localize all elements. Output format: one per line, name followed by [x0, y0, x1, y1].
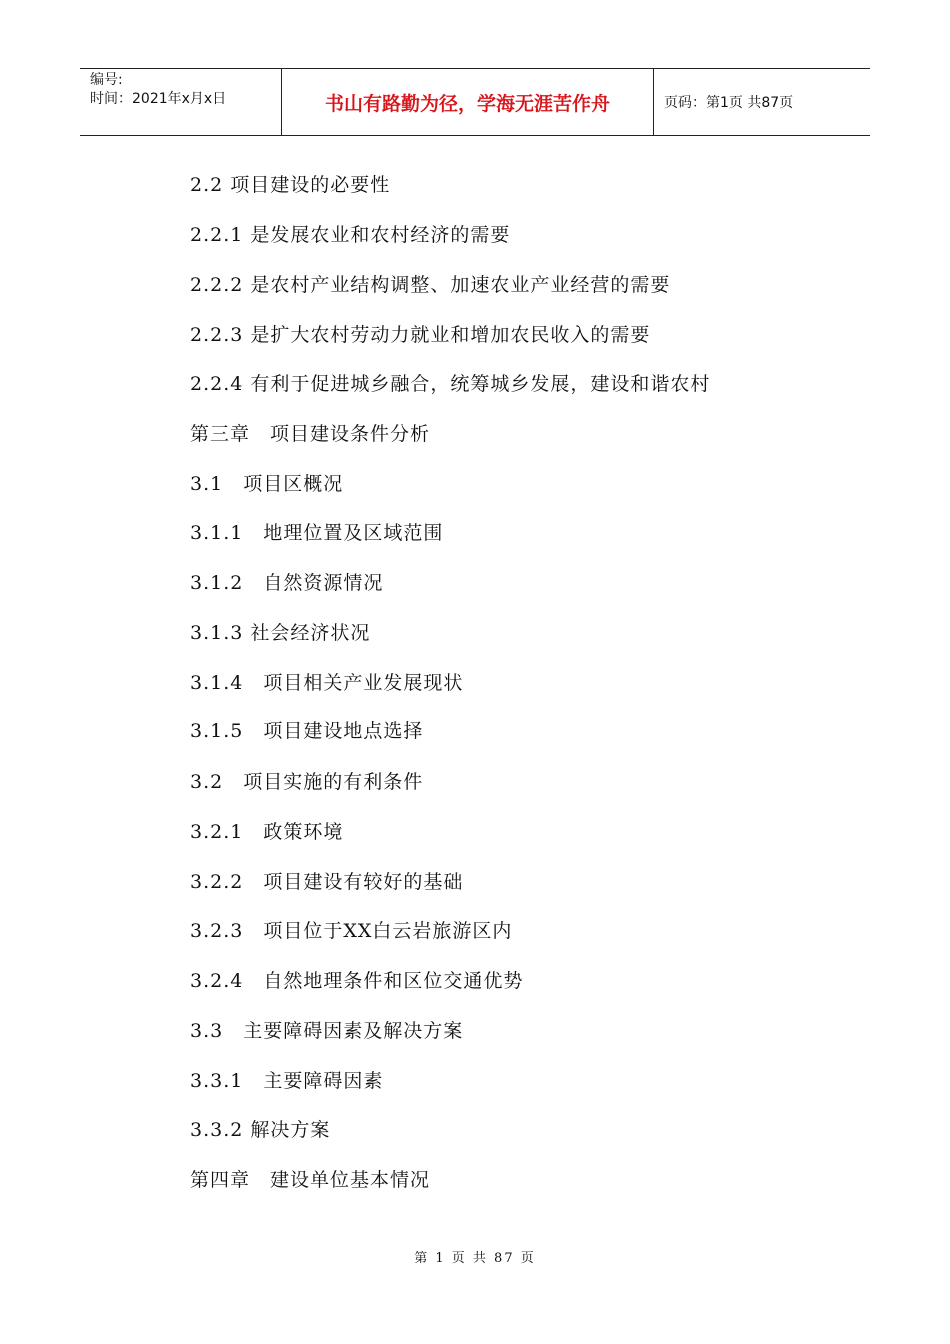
footer-page-number: 第 1 页 共 87 页 — [414, 1251, 536, 1266]
toc-item: 2.2.4 有利于促进城乡融合，统筹城乡发展，建设和谐农村 — [190, 373, 711, 395]
page-footer — [0, 1247, 950, 1266]
toc-item: 第四章 建设单位基本情况 — [190, 1169, 431, 1191]
toc-item: 3.1.1 地理位置及区域范围 — [190, 522, 444, 544]
page-info: 页码：第1页 共87页 — [664, 95, 794, 111]
toc-item: 3.2.4 自然地理条件和区位交通优势 — [190, 970, 524, 992]
toc-item: 3.2.2 项目建设有较好的基础 — [190, 871, 464, 893]
toc-item: 3.3.1 主要障碍因素 — [190, 1070, 384, 1092]
toc-item: 3.3.2 解决方案 — [190, 1119, 331, 1141]
toc-item: 第三章 项目建设条件分析 — [190, 423, 431, 445]
toc-item: 2.2.1 是发展农业和农村经济的需要 — [190, 224, 511, 246]
toc-item: 2.2.3 是扩大农村劳动力就业和增加农民收入的需要 — [190, 324, 651, 346]
toc-item: 3.1.4 项目相关产业发展现状 — [190, 672, 464, 694]
toc-item: 2.2.2 是农村产业结构调整、加速农业产业经营的需要 — [190, 274, 671, 296]
motto-text: 书山有路勤为径，学海无涯苦作舟 — [324, 92, 610, 115]
toc-item: 3.1.5 项目建设地点选择 — [190, 720, 424, 742]
toc-item: 3.1 项目区概况 — [190, 473, 344, 495]
toc-item: 3.2.3 项目位于XX白云岩旅游区内 — [190, 920, 513, 942]
toc-item: 3.1.3 社会经济状况 — [190, 622, 371, 644]
toc-item: 3.2 项目实施的有利条件 — [190, 771, 424, 793]
serial-label: 编号: — [90, 72, 123, 88]
toc-item: 2.2 项目建设的必要性 — [190, 174, 391, 196]
toc-item: 3.3 主要障碍因素及解决方案 — [190, 1020, 464, 1042]
time-label: 时间：2021年x月x日 — [90, 91, 227, 107]
toc-item: 3.2.1 政策环境 — [190, 821, 344, 843]
toc-item: 3.1.2 自然资源情况 — [190, 572, 384, 594]
